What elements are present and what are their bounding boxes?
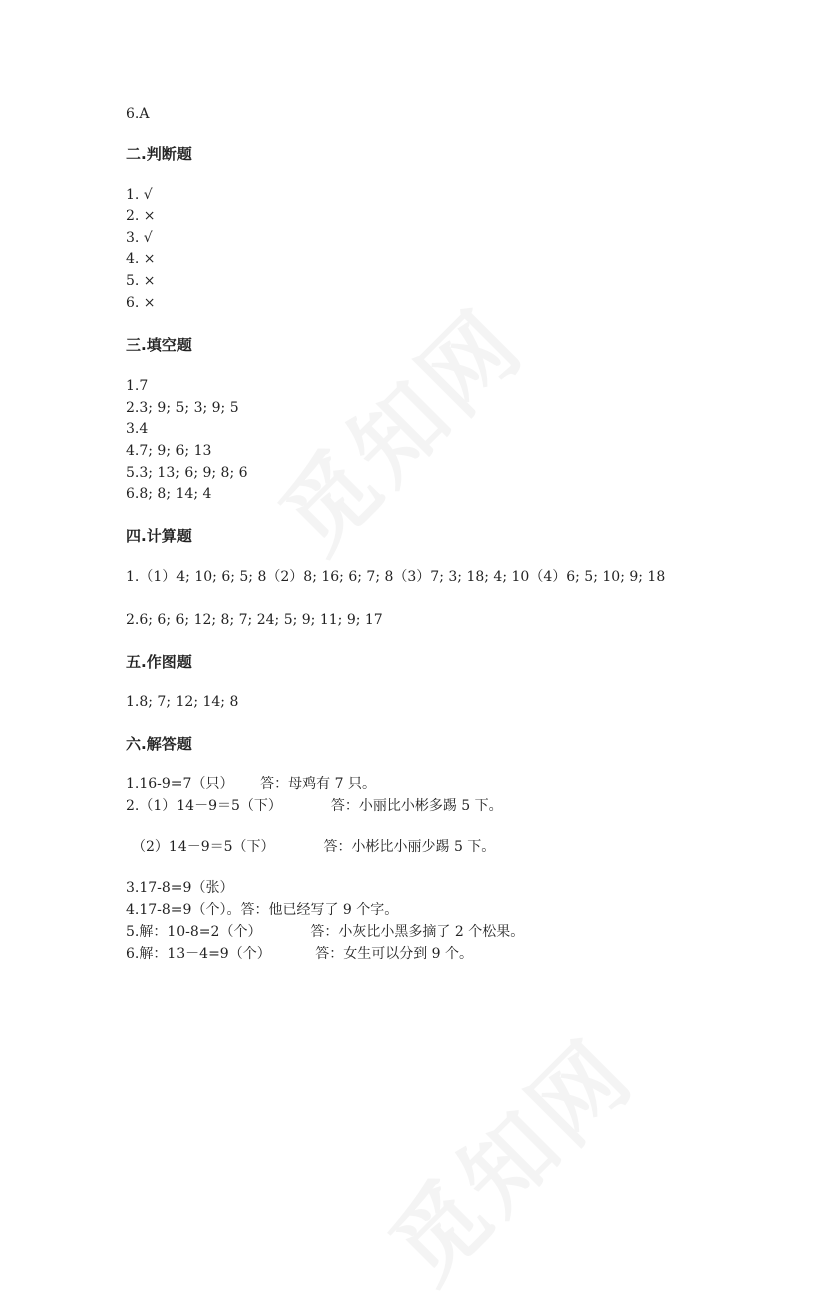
answer-line: 5. × <box>126 273 156 289</box>
answer-line: 6. × <box>126 295 156 311</box>
answer-line: 6.解：13－4=9（个） 答：女生可以分到 9 个。 <box>126 946 474 962</box>
answer-line: 5.3; 13; 6; 9; 8; 6 <box>126 465 248 481</box>
answer-line: 2. × <box>126 208 156 224</box>
section-title-word-problems: 六.解答题 <box>126 735 192 753</box>
answer-line: （2）14－9＝5（下） 答：小彬比小丽少踢 5 下。 <box>132 839 496 855</box>
answer-line: 2.（1）14－9＝5（下） 答：小丽比小彬多踢 5 下。 <box>126 798 503 814</box>
answer-line: 4. × <box>126 251 156 267</box>
answer-line: 2.3; 9; 5; 3; 9; 5 <box>126 400 239 416</box>
answer-line: 2.6; 6; 6; 12; 8; 7; 24; 5; 9; 11; 9; 17 <box>126 612 383 628</box>
answer-line: 1.（1）4; 10; 6; 5; 8（2）8; 16; 6; 7; 8（3）7; 3; 18; 4; 10（4）6; 5; 10; 9; 18 <box>126 569 666 585</box>
section-title-drawing: 五.作图题 <box>126 653 192 671</box>
answer-line: 3. √ <box>126 230 153 246</box>
answer-line: 1.7 <box>126 378 149 394</box>
answer-line: 1. √ <box>126 187 153 203</box>
answer-line: 3.17-8=9（张） <box>126 880 234 896</box>
answer-line: 1.8; 7; 12; 14; 8 <box>126 694 239 710</box>
answer-line: 5.解：10-8=2（个） 答：小灰比小黑多摘了 2 个松果。 <box>126 924 525 940</box>
answer-line: 6.8; 8; 14; 4 <box>126 486 212 502</box>
answer-line: 6.A <box>126 106 150 122</box>
answer-line: 4.17-8=9（个）。答：他已经写了 9 个字。 <box>126 902 399 918</box>
answer-line: 1.16-9=7（只） 答：母鸡有 7 只。 <box>126 776 376 792</box>
answer-line: 3.4 <box>126 421 149 437</box>
section-title-judgment: 二.判断题 <box>126 145 192 163</box>
answer-line: 4.7; 9; 6; 13 <box>126 443 212 459</box>
answer-document <box>126 0 790 1174</box>
section-title-calculation: 四.计算题 <box>126 527 192 545</box>
section-title-fill-blank: 三.填空题 <box>126 336 192 354</box>
